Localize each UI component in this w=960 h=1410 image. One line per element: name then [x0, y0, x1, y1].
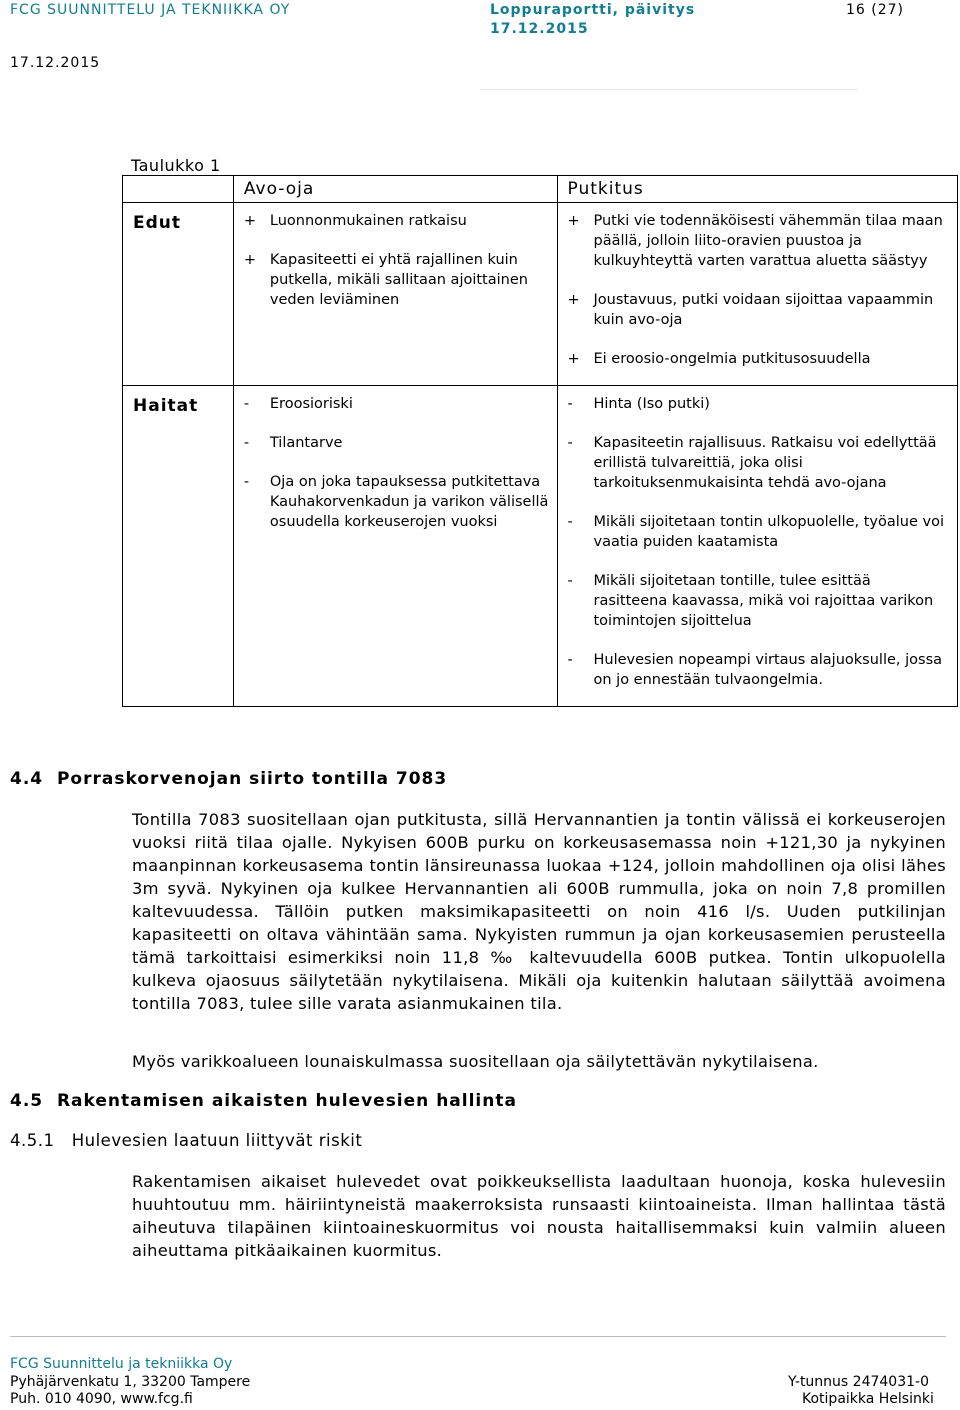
footer-company: FCG Suunnittelu ja tekniikka Oy	[10, 1356, 233, 1372]
column-header-putkitus: Putkitus	[557, 176, 958, 203]
section-4-5-1-paragraph: Rakentamisen aikaiset hulevedet ovat poikkeuksellista laadultaan huonoja, koska hulevesiin huuhtoutuu mm. häiriintyneistä maakerroksista runsaasti kiintoaineista. Ilman hallintaa tästä aiheutuva tilapäinen kiintoaineskuormitus voi nousta haitallisemmaksi kuin valmiin alueen aiheuttama pitkäaikainen kuormitus.	[132, 1172, 946, 1260]
list-item: - Mikäli sijoitetaan tontille, tulee esittää rasitteena kaavassa, mikä voi rajoittaa varikon toimintojen sijoittelua	[567, 573, 934, 629]
section-title: Hulevesien laatuun liittyvät riskit	[71, 1131, 363, 1150]
table-caption: Taulukko 1	[131, 156, 221, 175]
table-header-row	[123, 176, 958, 203]
footer-domicile: Kotipaikka Helsinki	[802, 1391, 934, 1407]
table-row-edut	[123, 203, 958, 386]
footer-divider	[10, 1336, 946, 1337]
list-item: - Hinta (Iso putki)	[567, 396, 710, 412]
section-number: 4.5.1	[10, 1131, 55, 1150]
row-label-haitat: Haitat	[123, 386, 234, 707]
section-heading-4-5-1	[10, 1131, 362, 1150]
section-number: 4.4	[10, 769, 44, 789]
edut-avo-oja-cell	[233, 203, 557, 386]
header-empty-cell	[123, 176, 234, 203]
header-report-date: 17.12.2015	[490, 21, 589, 37]
header-page-number: 16 (27)	[846, 2, 905, 18]
list-item: + Luonnonmukainen ratkaisu	[243, 213, 467, 229]
footer-business-id: Y-tunnus 2474031-0	[788, 1374, 929, 1390]
section-title: Porraskorvenojan siirto tontilla 7083	[56, 769, 448, 789]
edut-putkitus-cell	[557, 203, 958, 386]
header-company: FCG SUUNNITTELU JA TEKNIIKKA OY	[10, 2, 291, 18]
header-report-title: Loppuraportti, päivitys	[490, 2, 696, 18]
list-item: - Hulevesien nopeampi virtaus alajuoksulle, jossa on jo ennestään tulvaongelmia.	[567, 652, 943, 688]
list-item: - Eroosioriski	[243, 396, 353, 412]
list-item: - Oja on joka tapauksessa putkitettava Kauhakorvenkadun ja varikon välisellä osuudella korkeuserojen vuoksi	[243, 474, 549, 530]
list-item: - Tilantarve	[243, 435, 343, 451]
table-row-haitat	[123, 386, 958, 707]
footer-address: Pyhäjärvenkatu 1, 33200 Tampere	[10, 1374, 251, 1390]
row-label-edut: Edut	[123, 203, 234, 386]
header-divider	[480, 89, 858, 90]
haitat-avo-oja-cell	[233, 386, 557, 707]
comparison-table	[122, 175, 958, 707]
list-item: - Mikäli sijoitetaan tontin ulkopuolelle, työalue voi vaatia puiden kaatamista	[567, 514, 944, 550]
list-item: + Ei eroosio-ongelmia putkitusosuudella	[567, 351, 871, 367]
section-heading-4-4	[10, 769, 447, 789]
section-title: Rakentamisen aikaisten hulevesien hallinta	[56, 1091, 517, 1111]
column-header-avo-oja: Avo-oja	[233, 176, 557, 203]
list-item: + Joustavuus, putki voidaan sijoittaa vapaammin kuin avo-oja	[567, 292, 934, 328]
section-4-4-paragraph-1: Tontilla 7083 suositellaan ojan putkitusta, sillä Hervannantien ja tontin välissä ei korkeuserojen vuoksi riitä tilaa ojalle. Nykyisen 600B purku on korkeusasemassa noin +121,30 ja nykyinen maanpinnan korkeusasema tontin länsireunassa luokaa +124, jolloin mahdollinen oja olisi lähes 3m syvä. Nykyinen oja kulkee Hervannantien ali 600B rummulla, joka on noin 7,8 promillen kaltevuudessa. Tällöin putken maksimikapasiteetti on noin 416 l/s. Uuden putkilinjan kapasiteetti on oltava vähintään sama. Nykyisten rummun ja ojan korkeusasemien perusteella tämä tarkoittaisi esimerkiksi noin 11,8 ‰ kaltevuudella 600B putkea. Tontin ulkopuolella kulkeva ojaosuus säilytetään nykytilaisena. Mikäli oja kuitenkin halutaan säilyttää avoimena tontilla 7083, tulee sille varata asianmukainen tila.	[132, 810, 946, 1013]
list-item: + Putki vie todennäköisesti vähemmän tilaa maan päällä, jolloin liito-oravien puustoa ja kulkuyhteyttä varten varattua aluetta säästyy	[567, 213, 943, 269]
list-item: + Kapasiteetti ei yhtä rajallinen kuin putkella, mikäli sallitaan ajoittainen veden leviäminen	[243, 252, 528, 308]
footer-phone: Puh. 010 4090, www.fcg.fi	[10, 1391, 193, 1407]
haitat-putkitus-cell	[557, 386, 958, 707]
section-4-4-paragraph-2: Myös varikkoalueen lounaiskulmassa suositellaan oja säilytettävän nykytilaisena.	[132, 1052, 819, 1071]
section-number: 4.5	[10, 1091, 44, 1111]
section-heading-4-5	[10, 1091, 517, 1111]
list-item: - Kapasiteetin rajallisuus. Ratkaisu voi edellyttää erillistä tulvareittiä, joka olisi tarkoituksenmukaisinta tehdä avo-ojana	[567, 435, 937, 491]
header-date: 17.12.2015	[10, 55, 101, 71]
